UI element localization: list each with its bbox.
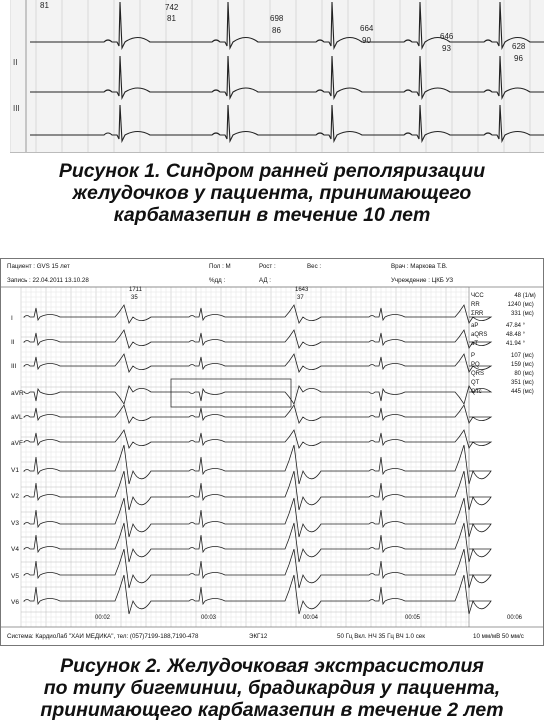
measurement-value: 80	[514, 371, 521, 377]
measurement-row	[471, 353, 534, 359]
measurement-key: aT	[471, 341, 479, 347]
rr-interval-label: 81	[40, 1, 49, 10]
rr-interval-label: 628	[512, 42, 526, 51]
caption-line: карбамазепин в течение 10 лет	[113, 204, 431, 226]
time-marker: 00:03	[201, 615, 217, 621]
system-footer: Система: КардиоЛаб "ХАИ МЕДИКА", тел: (057)7199-188,7190-478	[7, 633, 199, 640]
measurement-unit: °	[521, 341, 526, 347]
measurement-key: QT	[471, 380, 480, 386]
measurement-row	[471, 332, 525, 338]
measurement-row	[471, 311, 534, 317]
lead-label: II	[13, 58, 18, 67]
rr-interval-label: 646	[440, 32, 454, 41]
measurement-value: 41.94	[505, 341, 521, 347]
lead-label: aVL	[11, 414, 23, 421]
record-field: Запись : 22.04.2011 13.10.28	[7, 277, 89, 284]
measurement-value: 48	[514, 293, 521, 299]
lead-label: V3	[11, 520, 19, 527]
rr-marker: 1643	[295, 287, 309, 293]
patient-field: Пациент : GVS 15 лет	[7, 263, 70, 270]
measurement-row	[471, 323, 525, 329]
time-marker: 00:06	[507, 615, 523, 621]
measurement-key: PQ	[471, 362, 480, 368]
ecg-12-lead-figure-2	[0, 258, 544, 646]
measurement-value: 48.48	[505, 332, 521, 338]
rr-interval-label: 742	[165, 3, 179, 12]
measurement-key: ЧСС	[471, 293, 484, 299]
heart-rate-label: 81	[167, 14, 176, 23]
measurement-key: QTc	[471, 389, 482, 395]
lead-label: aVR	[11, 390, 24, 397]
heart-rate-label: 96	[514, 54, 523, 63]
measurement-row	[471, 302, 534, 308]
measurement-value: 159	[510, 362, 521, 368]
measurement-key: ΣRR	[471, 311, 484, 317]
figure-2-caption	[0, 655, 544, 721]
lead-label: aVF	[11, 440, 23, 447]
ecg-trace	[30, 105, 544, 141]
figure-1-caption	[0, 160, 544, 226]
caption-line: Рисунок 1. Синдром ранней реполяризации	[58, 160, 486, 182]
measurement-unit: (мс)	[521, 371, 534, 377]
lead-label: V5	[11, 573, 19, 580]
time-marker: 00:05	[405, 615, 421, 621]
measurement-row	[471, 380, 534, 386]
measurement-value: 351	[510, 380, 521, 386]
measurement-unit: (мс)	[521, 380, 534, 386]
ekg-footer: ЭКГ12	[249, 633, 268, 640]
filter-footer: 50 Гц Вкл. НЧ 35 Гц ВЧ 1.0 сек	[337, 633, 425, 640]
lead-label: II	[11, 339, 15, 346]
lead-label: I	[11, 315, 13, 322]
time-marker: 00:04	[303, 615, 319, 621]
caption-line: Рисунок 2. Желудочковая экстрасистолия	[60, 655, 484, 677]
weight-field: Вес :	[307, 263, 322, 270]
height-field: Рост :	[259, 263, 276, 270]
lead-label: III	[13, 104, 20, 113]
measurement-key: P	[471, 353, 476, 359]
institution-field: Учреждение : ЦКБ УЗ	[391, 277, 454, 284]
scale-footer: 10 мм/мВ 50 мм/с	[473, 633, 524, 640]
ecg-trace	[30, 2, 544, 48]
measurement-unit: °	[521, 323, 526, 329]
measurement-value: 1240	[507, 302, 521, 308]
measurement-value: 47.84	[505, 323, 521, 329]
ecg-trace	[30, 56, 544, 98]
rr-interval-label: 664	[360, 24, 374, 33]
measurement-key: aQRS	[471, 332, 488, 338]
measurement-unit: (мс)	[521, 311, 534, 317]
ad-field: АД :	[259, 277, 271, 284]
measurement-key: RR	[471, 302, 480, 308]
rr-interval-label: 698	[270, 14, 284, 23]
time-marker: 00:02	[95, 615, 111, 621]
heart-rate-label: 90	[362, 36, 371, 45]
measurement-unit: (мс)	[521, 362, 534, 368]
heart-rate-label: 86	[272, 26, 281, 35]
lead-label: V4	[11, 546, 19, 553]
bp-field: %дд :	[209, 277, 226, 284]
sex-field: Пол : М	[209, 263, 231, 270]
measurement-unit: (мс)	[521, 389, 534, 395]
measurement-row	[471, 362, 534, 368]
lead-label: V2	[11, 493, 19, 500]
caption-line: желудочков у пациента, принимающего	[72, 182, 472, 204]
rate-marker: 35	[131, 295, 138, 301]
lead-label: V6	[11, 599, 19, 606]
rate-marker: 37	[297, 295, 304, 301]
measurement-value: 107	[510, 353, 521, 359]
lead-label: III	[11, 363, 17, 370]
measurement-row	[471, 293, 536, 299]
caption-line: принимающего карбамазепин в течение 2 лет	[40, 699, 504, 721]
doctor-field: Врач : Маркова Т.В.	[391, 263, 448, 270]
measurement-unit: (мс)	[521, 302, 534, 308]
rr-marker: 1711	[129, 287, 142, 293]
measurement-key: QRS	[471, 371, 485, 377]
measurement-unit: °	[521, 332, 526, 338]
caption-line: по типу бигеминии, брадикардия у пациента,	[43, 677, 501, 699]
measurement-row	[471, 341, 525, 347]
ecg-strip-figure-1	[10, 0, 544, 153]
lead-label: V1	[11, 467, 19, 474]
heart-rate-label: 93	[442, 44, 451, 53]
measurement-unit: (мс)	[521, 353, 534, 359]
measurement-value: 445	[510, 389, 521, 395]
measurement-key: aP	[471, 323, 479, 329]
measurement-row	[471, 371, 534, 377]
measurement-value: 331	[510, 311, 521, 317]
measurement-unit: (1/м)	[521, 293, 536, 299]
measurement-row	[471, 389, 534, 395]
ecg-2-waveforms	[1, 259, 544, 646]
